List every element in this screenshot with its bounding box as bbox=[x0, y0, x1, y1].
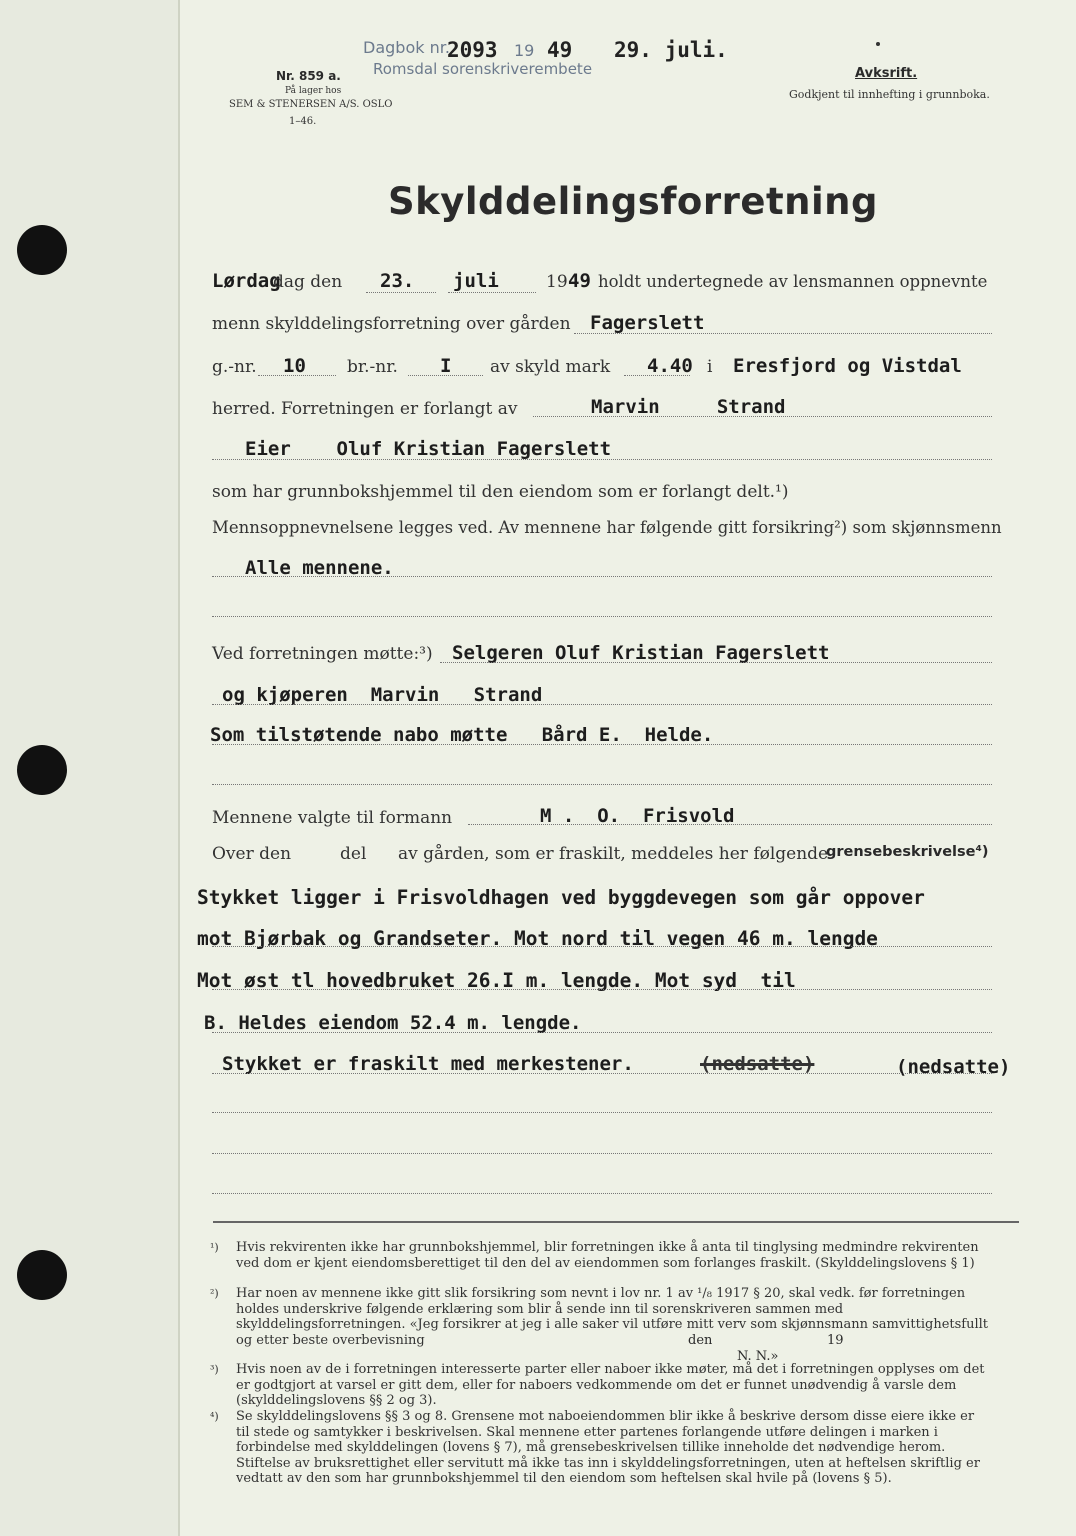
boundary-line1: Stykket ligger i Frisvoldhagen ved byggdevegen som går oppover bbox=[197, 886, 925, 909]
dagbok-year-prefix: 19 bbox=[514, 41, 535, 60]
declaration-year-prefix: 19 bbox=[827, 1333, 844, 1348]
meeting-day: Lørdag bbox=[212, 270, 281, 292]
dotted-line bbox=[212, 1193, 992, 1194]
attendance-line2: og kjøperen Marvin Strand bbox=[222, 684, 543, 706]
meeting-year-prefix: 19 bbox=[546, 272, 568, 292]
footnote-separator bbox=[213, 1221, 1019, 1223]
office-name: Romsdal sorenskriverembete bbox=[373, 60, 593, 78]
form-number: Nr. 859 a. bbox=[276, 69, 341, 83]
document-title: Skylddelingsforretning bbox=[388, 180, 878, 223]
skyld-value: 4.40 bbox=[647, 355, 693, 377]
dotted-line bbox=[212, 616, 992, 617]
meeting-month: juli bbox=[453, 270, 499, 292]
dotted-line bbox=[468, 824, 992, 825]
footnote-1 bbox=[211, 1240, 991, 1271]
mennsopp-text: Mennsoppnevnelsene legges ved. Av mennene har følgende gitt forsikring²) som skjønnsmenn bbox=[212, 518, 1002, 537]
punch-hole-bottom bbox=[17, 1250, 67, 1300]
dagbok-number: 2093 bbox=[447, 38, 498, 62]
chair-name: M . O. Frisvold bbox=[540, 805, 735, 827]
attendance-line3: Som tilstøtende nabo møtte Bård E. Helde. bbox=[210, 724, 714, 746]
herred-text: herred. Forretningen er forlangt av bbox=[212, 399, 518, 419]
dotted-line bbox=[212, 459, 992, 460]
boundary-line5: Stykket er fraskilt med merkestener. bbox=[222, 1053, 634, 1075]
dotted-line bbox=[258, 375, 336, 376]
chair-label: Mennene valgte til formann bbox=[212, 808, 453, 828]
dotted-line bbox=[440, 662, 992, 663]
form-edition: 1–46. bbox=[289, 116, 317, 127]
dotted-line bbox=[212, 704, 992, 705]
declaration-signature: N. N.» bbox=[737, 1349, 779, 1364]
declaration-den: den bbox=[688, 1333, 713, 1348]
dotted-line bbox=[212, 576, 992, 577]
punch-hole-middle bbox=[17, 745, 67, 795]
owner-line: Eier Oluf Kristian Fagerslett bbox=[245, 438, 612, 460]
footnote-text: Har noen av mennene ikke gitt slik forsikring som nevnt i lov nr. 1 av ¹/₈ 1917 § 20, skal vedk. før forretningen holdes underskrive følgende erklæring som blir å sende inn til sorenskriveren sammen med skylddelingsforretningen. «Jeg forsikrer at jeg i alle saker vil utføre mitt verv som skjønnsmann samvittighetsfullt og etter beste overbevisning bbox=[236, 1286, 989, 1348]
over-den: Over den bbox=[212, 844, 292, 864]
grunnbok-text: som har grunnbokshjemmel til den eiendom som er forlangt delt.¹) bbox=[212, 482, 789, 502]
footnote-2 bbox=[211, 1286, 991, 1348]
dotted-line bbox=[212, 1112, 992, 1113]
dagbok-label: Dagbok nr. bbox=[363, 38, 450, 57]
publisher-line2: SEM & STENERSEN A/S. OSLO bbox=[229, 99, 393, 110]
meeting-date: 23. bbox=[380, 270, 415, 292]
footnote-text: Hvis noen av de i forretningen interesserte parter eller naboer ikke møter, må det i forretningen opplyses om det er godtgjort at varsel er gitt dem, eller for naboers vedkommende om det er funnet unødvendig å varsle dem (skylddelingslovens §§ 2 og 3). bbox=[236, 1362, 985, 1408]
municipality: Eresfjord og Vistdal bbox=[733, 355, 962, 377]
dot-mark bbox=[876, 42, 880, 46]
attendance-label: Ved forretningen møtte:³) bbox=[212, 644, 433, 664]
avskrift-note: Godkjent til innhefting i grunnboka. bbox=[789, 88, 990, 101]
dagbok-year: 49 bbox=[547, 38, 573, 62]
dotted-line bbox=[212, 1153, 992, 1154]
footnote-number: ²) bbox=[210, 1287, 219, 1300]
footnote-number: ⁴) bbox=[210, 1410, 219, 1423]
dotted-line bbox=[574, 333, 992, 334]
dotted-line bbox=[212, 784, 992, 785]
footnote-number: ³) bbox=[210, 1363, 219, 1376]
footnote-4 bbox=[211, 1409, 991, 1487]
day-label: dag den bbox=[273, 272, 343, 292]
dotted-line bbox=[448, 292, 536, 293]
boundary-intro-bold: grensebeskrivelse⁴) bbox=[826, 844, 989, 860]
dotted-line bbox=[212, 1032, 992, 1033]
skyld-label: av skyld mark bbox=[490, 357, 611, 377]
dotted-line bbox=[212, 989, 992, 990]
punch-hole-top bbox=[17, 225, 67, 275]
boundary-line5-end: (nedsatte) bbox=[896, 1056, 1011, 1078]
dotted-line bbox=[212, 946, 992, 947]
meeting-year: 49 bbox=[568, 270, 591, 292]
boundary-intro: av gården, som er fraskilt, meddeles her følgende bbox=[398, 844, 829, 864]
footnote-text: Se skylddelingslovens §§ 3 og 8. Grensene mot naboeiendommen blir ikke å beskrive dersom disse eiere ikke er til stede og samtykker i beskrivelsen. Skal mennene etter partenes forlangende utføre delingen i marken i forbindelse med skylddelingen (lovens § 7), må grensebeskrivelsen tillike inneholde det nødvendige herom. Stiftelse av bruksrettighet eller servitutt må ikke tas inn i skylddelingsforretningen, uten at heftelsen skriftlig er vedtatt av den som har grunnbokshjemmel til den eiendom som heftelsen skal hvile på (lovens § 5). bbox=[236, 1409, 980, 1486]
page-fold bbox=[178, 0, 180, 1536]
boundary-line2: mot Bjørbak og Grandseter. Mot nord til vegen 46 m. lengde bbox=[197, 927, 878, 950]
farm-name: Fagerslett bbox=[590, 312, 705, 334]
requested-by: Marvin Strand bbox=[591, 396, 786, 418]
boundary-line3: Mot øst tl hovedbruket 26.I m. lengde. Mot syd til bbox=[197, 969, 796, 992]
del-label: del bbox=[340, 844, 367, 864]
attendance-line1: Selgeren Oluf Kristian Fagerslett bbox=[452, 642, 830, 664]
dagbok-date: 29. juli. bbox=[614, 38, 728, 62]
bnr-value: I bbox=[440, 355, 452, 377]
dotted-line bbox=[212, 744, 992, 745]
dotted-line bbox=[366, 292, 436, 293]
dotted-line bbox=[212, 1073, 992, 1074]
footnote-number: ¹) bbox=[210, 1241, 219, 1254]
bnr-label: br.-nr. bbox=[347, 357, 398, 377]
gnr-label: g.-nr. bbox=[212, 357, 257, 377]
dotted-line bbox=[408, 375, 483, 376]
gnr-value: 10 bbox=[283, 355, 306, 377]
men-text: menn skylddelingsforretning over gården bbox=[212, 314, 571, 334]
footnote-3 bbox=[211, 1362, 991, 1409]
insured-men: Alle mennene. bbox=[245, 557, 394, 579]
boundary-line4: B. Heldes eiendom 52.4 m. lengde. bbox=[204, 1012, 582, 1034]
dotted-line bbox=[624, 375, 690, 376]
publisher-line1: På lager hos bbox=[285, 86, 342, 96]
struck-out-text: (nedsatte) bbox=[700, 1053, 815, 1075]
avskrift-label: Avksrift. bbox=[855, 66, 918, 81]
footnote-text: Hvis rekvirenten ikke har grunnbokshjemmel, blir forretningen ikke å anta til tinglysing medmindre rekvirenten ved dom er kjent eiendomsberettiget til den del av eiendommen som forlanges fraskilt. (Skylddelingslovens § 1) bbox=[236, 1240, 979, 1271]
held-text: holdt undertegnede av lensmannen oppnevnte bbox=[598, 272, 988, 291]
i-label: i bbox=[707, 357, 713, 377]
dotted-line bbox=[533, 416, 992, 417]
